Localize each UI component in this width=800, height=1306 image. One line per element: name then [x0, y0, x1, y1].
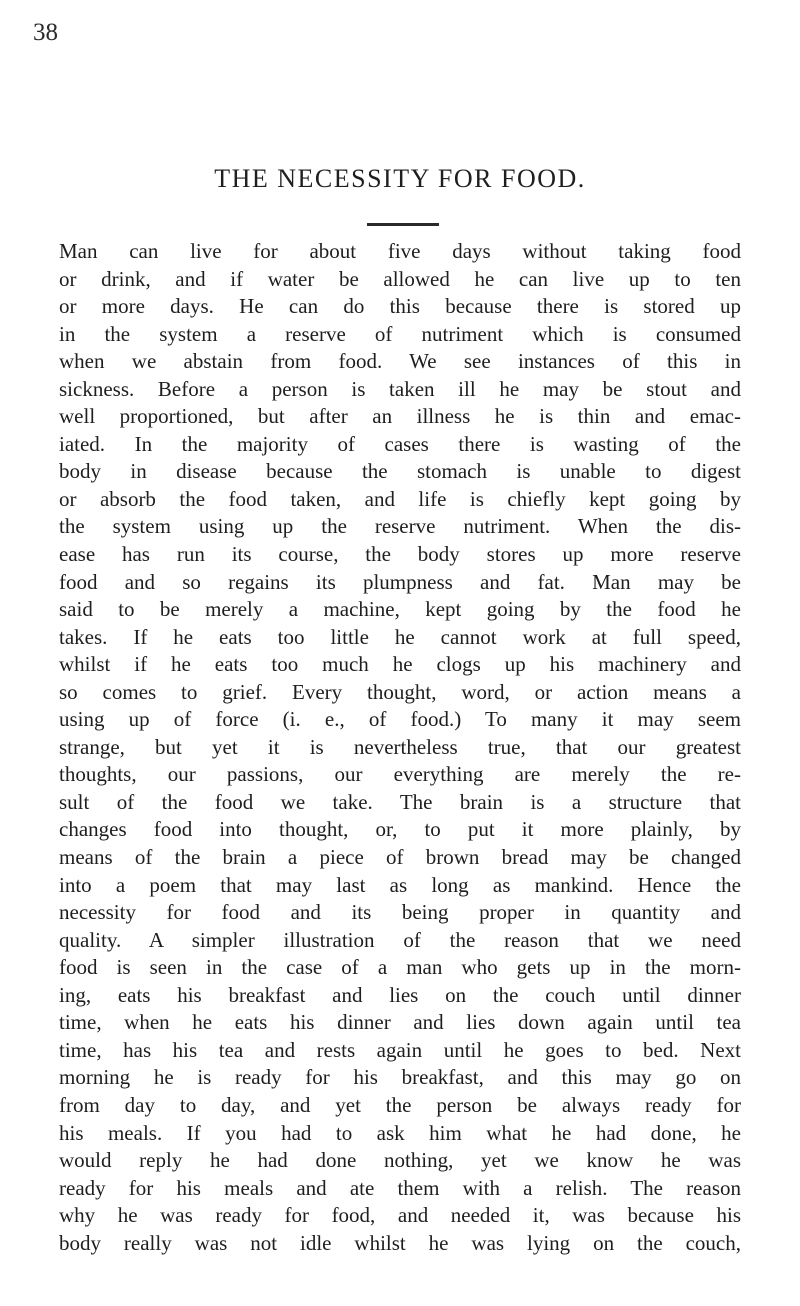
- text-line: using up of force (i. e., of food.) To many it may seem: [59, 707, 741, 732]
- text-line: from day to day, and yet the person be always ready for: [59, 1092, 741, 1117]
- text-line: so comes to grief. Every thought, word, or action means a: [59, 679, 741, 704]
- text-line: takes. If he eats too little he cannot work at full speed,: [59, 624, 741, 649]
- text-line: necessity for food and its being proper in quantity and: [59, 900, 741, 925]
- text-line: into a poem that may last as long as mankind. Hence the: [59, 872, 741, 897]
- text-line: strange, but yet it is nevertheless true, that our greatest: [59, 734, 741, 759]
- text-line: Man can live for about five days without taking food: [59, 239, 741, 263]
- text-line: or drink, and if water be allowed he can live up to ten: [59, 266, 741, 291]
- text-line: iated. In the majority of cases there is wasting of the: [59, 431, 741, 456]
- text-line: why he was ready for food, and needed it, was because his: [59, 1203, 741, 1228]
- chapter-title: THE NECESSITY FOR FOOD.: [214, 164, 586, 193]
- text-line: or more days. He can do this because there is stored up: [59, 294, 741, 319]
- text-line: quality. A simpler illustration of the reason that we need: [59, 927, 741, 952]
- text-line: whilst if he eats too much he clogs up his machinery and: [59, 652, 741, 677]
- text-line: said to be merely a machine, kept going by the food he: [59, 597, 741, 622]
- text-line: changes food into thought, or, to put it more plainly, by: [59, 817, 741, 842]
- text-line: food is seen in the case of a man who gets up in the morn-: [59, 955, 741, 980]
- text-line: time, when he eats his dinner and lies down again until tea: [59, 1010, 741, 1035]
- text-line: sult of the food we take. The brain is a structure that: [59, 789, 741, 814]
- text-line: morning he is ready for his breakfast, and this may go on: [59, 1065, 741, 1090]
- text-line: or absorb the food taken, and life is chiefly kept going by: [59, 486, 741, 511]
- page-number: 38: [33, 19, 58, 46]
- text-line: well proportioned, but after an illness he is thin and emac-: [59, 404, 741, 429]
- body-text: [59, 238, 741, 1257]
- text-line: would reply he had done nothing, yet we know he was: [59, 1148, 741, 1173]
- text-line: time, has his tea and rests again until he goes to bed. Next: [59, 1037, 741, 1062]
- text-line: food and so regains its plumpness and fat. Man may be: [59, 569, 741, 594]
- text-line: his meals. If you had to ask him what he had done, he: [59, 1120, 741, 1145]
- text-line: in the system a reserve of nutriment which is consumed: [59, 321, 741, 346]
- text-line: body really was not idle whilst he was lying on the couch,: [59, 1230, 741, 1255]
- text-line: ing, eats his breakfast and lies on the couch until dinner: [59, 982, 741, 1007]
- text-line: means of the brain a piece of brown bread may be changed: [59, 845, 741, 870]
- text-line: ready for his meals and ate them with a relish. The reason: [59, 1175, 741, 1200]
- text-line: sickness. Before a person is taken ill he may be stout and: [59, 376, 741, 401]
- text-line: the system using up the reserve nutriment. When the dis-: [59, 514, 741, 539]
- text-line: ease has run its course, the body stores up more reserve: [59, 542, 741, 567]
- title-underline-rule: [367, 223, 439, 226]
- text-line: body in disease because the stomach is unable to digest: [59, 459, 741, 484]
- text-line: thoughts, our passions, our everything are merely the re-: [59, 762, 741, 787]
- text-line: when we abstain from food. We see instances of this in: [59, 349, 741, 374]
